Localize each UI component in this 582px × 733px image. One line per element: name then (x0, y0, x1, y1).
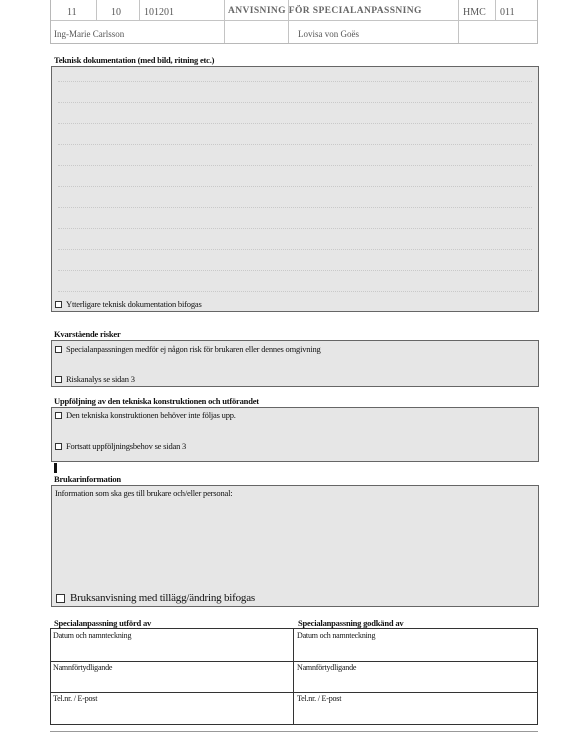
author-name: Ing-Marie Carlsson (54, 29, 125, 39)
signature-table (50, 628, 538, 725)
header-cell: 101201 (144, 7, 174, 18)
checkbox[interactable] (55, 376, 62, 383)
userinfo-box[interactable] (51, 485, 539, 607)
right-name-clarification-label: Namnförtydligande (297, 663, 357, 672)
checkbox-label: Fortsatt uppföljningsbehov se sidan 3 (66, 441, 187, 451)
userinfo-subtitle: Information som ska ges till brukare och/eller personal: (55, 488, 233, 498)
checkbox[interactable] (56, 594, 65, 603)
left-name-clarification-label: Namnförtydligande (53, 663, 113, 672)
checkbox[interactable] (55, 346, 62, 353)
technical-section-title: Teknisk dokumentation (med bild, ritning etc.) (54, 55, 215, 65)
right-date-signature-label: Datum och namnteckning (297, 631, 376, 640)
checkbox-label: Bruksanvisning med tillägg/ändring bifogas (70, 592, 255, 604)
risks-box (51, 340, 539, 387)
document-title: ANVISNING FÖR SPECIALANPASSNING (228, 6, 422, 16)
checkbox-label: Den tekniska konstruktionen behöver inte följas upp. (66, 410, 236, 420)
approved-by-title: Specialanpassning godkänd av (298, 618, 404, 628)
manual-attached-checkbox-row[interactable] (56, 592, 255, 604)
no-risk-checkbox-row[interactable] (55, 344, 321, 354)
risks-section-title: Kvarstående risker (54, 329, 121, 339)
checkbox-label: Ytterligare teknisk dokumentation bifogas (66, 299, 202, 309)
technical-doc-attached-checkbox-row[interactable] (55, 299, 202, 309)
userinfo-section-title: Brukarinformation (54, 474, 121, 484)
footer-divider (50, 731, 538, 732)
checkbox[interactable] (55, 301, 62, 308)
continued-followup-checkbox-row[interactable] (55, 441, 186, 451)
no-followup-checkbox-row[interactable] (55, 410, 236, 420)
approver-name: Lovisa von Goës (298, 29, 359, 39)
text-cursor-marker (54, 463, 57, 473)
risk-analysis-checkbox-row[interactable] (55, 374, 135, 384)
checkbox-label: Specialanpassningen medför ej någon risk för brukaren eller dennes omgivning (66, 344, 321, 354)
checkbox[interactable] (55, 443, 62, 450)
followup-section-title: Uppföljning av den tekniska konstruktionen och utförandet (54, 396, 259, 406)
header-cell: HMC (463, 7, 486, 18)
checkbox[interactable] (55, 412, 62, 419)
technical-doc-area[interactable] (51, 66, 539, 312)
performed-by-title: Specialanpassning utförd av (54, 618, 152, 628)
header-cell: 11 (67, 7, 77, 18)
followup-box (51, 407, 539, 462)
header-cell: 10 (111, 7, 121, 18)
header-cell: 011 (500, 7, 515, 18)
right-phone-email-label: Tel.nr. / E-post (297, 694, 342, 703)
left-date-signature-label: Datum och namnteckning (53, 631, 132, 640)
header-table (50, 0, 538, 44)
left-phone-email-label: Tel.nr. / E-post (53, 694, 98, 703)
checkbox-label: Riskanalys se sidan 3 (66, 374, 135, 384)
